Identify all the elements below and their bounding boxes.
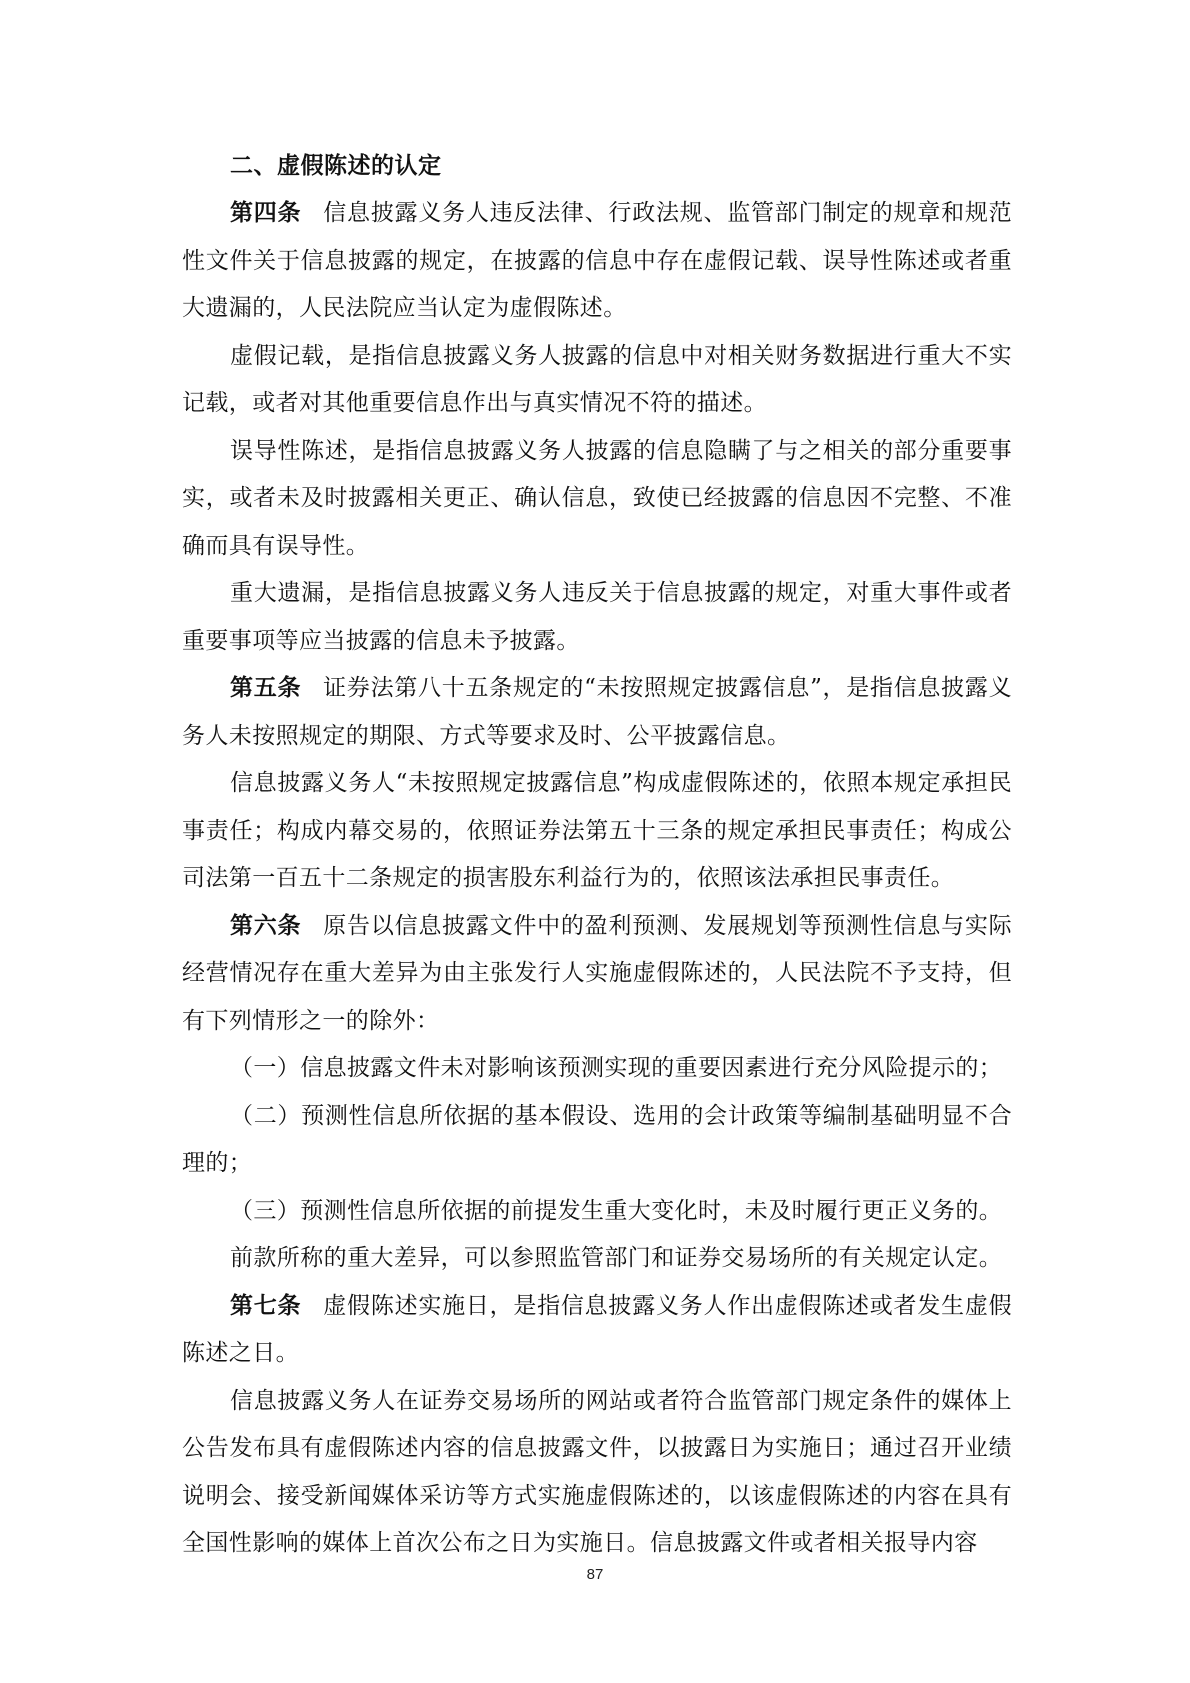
article-number: 第七条 (230, 1292, 302, 1319)
article-6 (182, 903, 1012, 1046)
section-heading: 二、虚假陈述的认定 (230, 153, 442, 179)
list-item: （二）预测性信息所依据的基本假设、选用的会计政策等编制基础明显不合理的； (182, 1102, 1012, 1176)
page-content (182, 142, 1012, 1568)
article-4 (182, 190, 1012, 333)
paragraph: 前款所称的重大差异，可以参照监管部门和证券交易场所的有关规定认定。 (230, 1245, 1003, 1271)
page-number: 87 (586, 1566, 604, 1583)
paragraph: 误导性陈述，是指信息披露义务人披露的信息隐瞒了与之相关的部分重要事实，或者未及时披露相关更正、确认信息，致使已经披露的信息因不完整、不准确而具有误导性。 (182, 437, 1012, 559)
article-text: 虚假陈述实施日，是指信息披露义务人作出虚假陈述或者发生虚假陈述之日。 (182, 1292, 1013, 1366)
list-item: （一）信息披露文件未对影响该预测实现的重要因素进行充分风险提示的； (230, 1055, 1003, 1081)
article-number: 第四条 (230, 200, 302, 226)
article-text: 信息披露义务人违反法律、行政法规、监管部门制定的规章和规范性文件关于信息披露的规定，在披露的信息中存在虚假记载、误导性陈述或者重大遗漏的，人民法院应当认定为虚假陈述。 (182, 200, 1013, 321)
article-number: 第五条 (230, 675, 302, 701)
article-text: 证券法第八十五条规定的“未按照规定披露信息”，是指信息披露义务人未按照规定的期限、方式等要求及时、公平披露信息。 (182, 675, 1012, 749)
article-5 (182, 665, 1012, 760)
paragraph: 虚假记载，是指信息披露义务人披露的信息中对相关财务数据进行重大不实记载，或者对其他重要信息作出与真实情况不符的描述。 (182, 342, 1012, 416)
paragraph: 信息披露义务人在证券交易场所的网站或者符合监管部门规定条件的媒体上公告发布具有虚假陈述内容的信息披露文件，以披露日为实施日；通过召开业绩说明会、接受新闻媒体采访等方式实施虚假陈述的，以该虚假陈述的内容在具有全国性影响的媒体上首次公布之日为实施日。信息披露文件或者相关报导内容 (182, 1387, 1012, 1556)
list-item: （三）预测性信息所依据的前提发生重大变化时，未及时履行更正义务的。 (230, 1197, 1003, 1224)
paragraph: 重大遗漏，是指信息披露义务人违反关于信息披露的规定，对重大事件或者重要事项等应当披露的信息未予披露。 (182, 580, 1012, 654)
article-7 (182, 1283, 1012, 1378)
article-number: 第六条 (230, 912, 302, 939)
paragraph: 信息披露义务人“未按照规定披露信息”构成虚假陈述的，依照本规定承担民事责任；构成内幕交易的，依照证券法第五十三条的规定承担民事责任；构成公司法第一百五十二条规定的损害股东利益行为的，依照该法承担民事责任。 (182, 770, 1012, 891)
article-text: 原告以信息披露文件中的盈利预测、发展规划等预测性信息与实际经营情况存在重大差异为由主张发行人实施虚假陈述的，人民法院不予支持，但有下列情形之一的除外： (182, 912, 1013, 1034)
